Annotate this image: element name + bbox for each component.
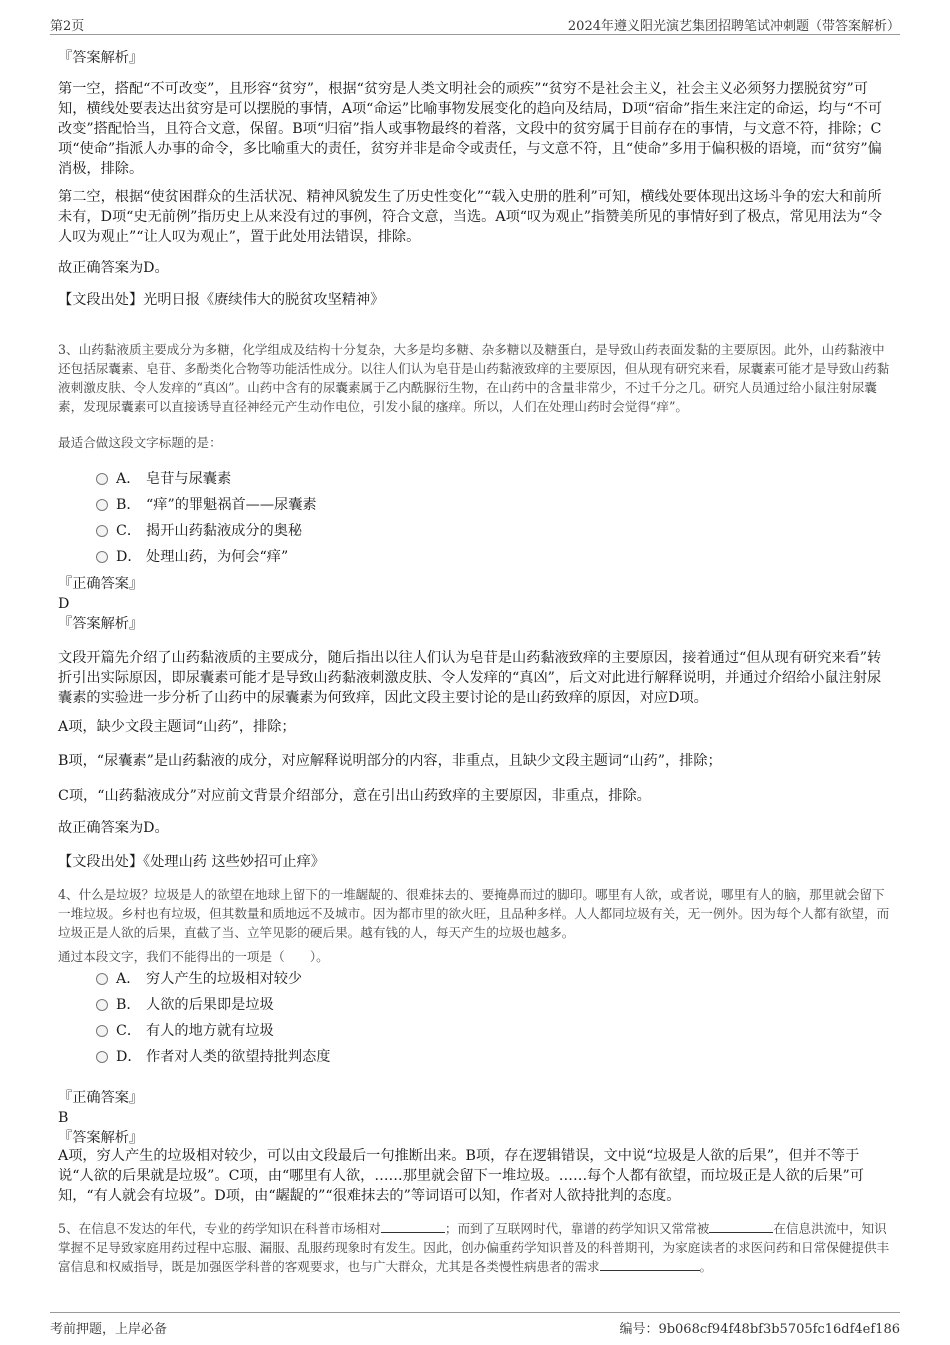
page-footer [50,1312,900,1335]
document-title: 2024年遵义阳光演艺集团招聘笔试冲刺题（带答案解析） [567,19,900,34]
q4-question: 通过本段文字，我们不能得出的一项是（ ）。 [58,949,329,964]
q3-question: 最适合做这段文字标题的是： [58,435,222,450]
q3-option-b[interactable]: B． “痒”的罪魁祸首——尿囊素 [96,494,317,518]
q3-stem: 3、山药黏液质主要成分为多糖，化学组成及结构十分复杂，大多是均多糖、杂多糖以及糖蛋白，是导致山药表面发黏的主要原因。此外，山药黏液中还包括尿囊素、皂苷、多酚类化合物等功能活性成分。以往人们认为皂苷是山药黏液致痒的主要原因，但从现有研究来看，尿囊素可能才是导致山药黏液刺激皮肤、令人发痒的“真凶”。山药中含有的尿囊素属于乙内酰脲衍生物，在山药中的含量非常少，不过千分之几。研究人员通过给小鼠注射尿囊素，发现尿囊素可以直接诱导直径神经元产生动作电位，引发小鼠的瘙痒。所以，人们在处理山药时会觉得“痒”。 [58,342,890,414]
radio-icon[interactable] [96,551,108,563]
q3-answer-label: 『正确答案』 [58,576,144,592]
q3-analysis-label: 『答案解析』 [58,616,144,632]
page-header [50,12,900,35]
radio-icon[interactable] [96,1051,108,1063]
q3-analysis-para-3: B项，“尿囊素”是山药黏液的成分，对应解释说明部分的内容，非重点，且缺少文段主题词“山药”，排除； [58,753,722,769]
q3-analysis-para-2: A项，缺少文段主题词“山药”，排除； [58,719,296,735]
page-number: 第2页 [50,19,85,34]
radio-icon[interactable] [96,473,108,485]
footer-slogan: 考前押题，上岸必备 [50,1322,168,1337]
radio-icon[interactable] [96,525,108,537]
q2-source: 【文段出处】光明日报《赓续伟大的脱贫攻坚精神》 [58,292,385,308]
blank-3[interactable] [600,1258,700,1271]
footer-doc-id: 编号：9b068cf94f48bf3b5705fc16df4ef186 [619,1322,900,1337]
q3-analysis-para-4: C项，“山药黏液成分”对应前文背景介绍部分，意在引出山药致痒的主要原因，非重点，排除。 [58,788,651,804]
q3-answer: D [58,596,70,612]
q4-answer-label: 『正确答案』 [58,1090,144,1106]
q2-conclusion: 故正确答案为D。 [58,260,169,276]
q4-option-b[interactable]: B． 人欲的后果即是垃圾 [96,994,274,1018]
radio-icon[interactable] [96,1025,108,1037]
q4-analysis-label: 『答案解析』 [58,1130,144,1146]
q4-stem: 4、什么是垃圾？垃圾是人的欲望在地球上留下的一堆龌龊的、很难抹去的、要掩鼻而过的脚印。哪里有人欲，或者说，哪里有人的脑，那里就会留下一堆垃圾。乡村也有垃圾，但其数量和质地远不及城市。因为都市里的欲火旺，且品种多样。人人都同垃圾有关，无一例外。因为每个人都有欲望，而垃圾正是人欲的后果，直截了当、立竿见影的硬后果。越有钱的人，每天产生的垃圾也越多。 [58,887,890,940]
q3-option-a[interactable]: A． 皂苷与尿囊素 [96,468,231,492]
q3-option-d[interactable]: D． 处理山药，为何会“痒” [96,546,288,570]
q2-analysis-para-1: 第一空，搭配“不可改变”，且形容“贫穷”，根据“贫穷是人类文明社会的顽疾”“贫穷不是社会主义，社会主义必须努力摆脱贫穷”可知，横线处要表达出贫穷是可以摆脱的事情，A项“命运”比喻事物发展变化的趋向及结局，D项“宿命”指生来注定的命运，均与“不可改变”搭配恰当，且符合文意，保留。B项“归宿”指人或事物最终的着落，文段中的贫穷属于目前存在的事情，与文意不符，排除；C项“使命”指派人办事的命令，多比喻重大的责任，贫穷并非是命令或责任，与文意不符，且“使命”多用于偏积极的语境，而“贫穷”偏消极，排除。 [58,81,883,177]
blank-2[interactable] [709,1220,773,1233]
radio-icon[interactable] [96,499,108,511]
blank-1[interactable] [381,1220,445,1233]
radio-icon[interactable] [96,999,108,1011]
q4-answer: B [58,1110,69,1126]
q4-option-d[interactable]: D． 作者对人类的欲望持批判态度 [96,1046,330,1070]
q4-analysis: A项，穷人产生的垃圾相对较少，可以由文段最后一句推断出来。B项，存在逻辑错误，文中说“垃圾是人欲的后果”，但并不等于说“人欲的后果就是垃圾”。C项，由“哪里有人欲，……那里就会留下一堆垃圾。……每个人都有欲望，而垃圾正是人欲的后果”可知，“有人就会有垃圾”。D项，由“龌龊的”“很难抹去的”等词语可以知，作者对人欲持批判的态度。 [58,1148,864,1204]
radio-icon[interactable] [96,973,108,985]
q3-source: 【文段出处】《处理山药 这些妙招可止痒》 [58,854,325,870]
q2-analysis-label: 『答案解析』 [58,50,144,66]
q4-option-c[interactable]: C． 有人的地方就有垃圾 [96,1020,274,1044]
q3-analysis-para-1: 文段开篇先介绍了山药黏液质的主要成分，随后指出以往人们认为皂苷是山药黏液致痒的主要原因，接着通过“但从现有研究来看”转折引出实际原因，即尿囊素可能才是导致山药黏液刺激皮肤、令人发痒的“真凶”，后文对此进行解释说明，并通过介绍给小鼠注射尿囊素的实验进一步分析了山药中的尿囊素为何致痒，因此文段主要讨论的是山药致痒的原因，对应D项。 [58,650,882,706]
q3-conclusion: 故正确答案为D。 [58,820,169,836]
q5-stem: 5、在信息不发达的年代，专业的药学知识在科普市场相对 ；而到了互联网时代，靠谱的药学知识又常常被 在信息洪流中，知识掌握不足导致家庭用药过程中忘服、漏服、乱服药现象时有发生。因此，创办偏重药学知识普及的科普期刊，为家庭读者的求医问药和日常保健提供丰富信息和权威指导，既是加强医学科普的客观要求，也与广大群众，尤其是各类慢性病患者的需求 。 [58,1221,890,1274]
q2-analysis-para-2: 第二空，根据“使贫困群众的生活状况、精神风貌发生了历史性变化”“载入史册的胜利”可知，横线处要体现出这场斗争的宏大和前所未有，D项“史无前例”指历史上从来没有过的事例，符合文意，当选。A项“叹为观止”指赞美所见的事情好到了极点，常见用法为“令人叹为观止”“让人叹为观止”，置于此处用法错误，排除。 [58,189,883,245]
q4-option-a[interactable]: A． 穷人产生的垃圾相对较少 [96,968,302,992]
q3-option-c[interactable]: C． 揭开山药黏液成分的奥秘 [96,520,302,544]
